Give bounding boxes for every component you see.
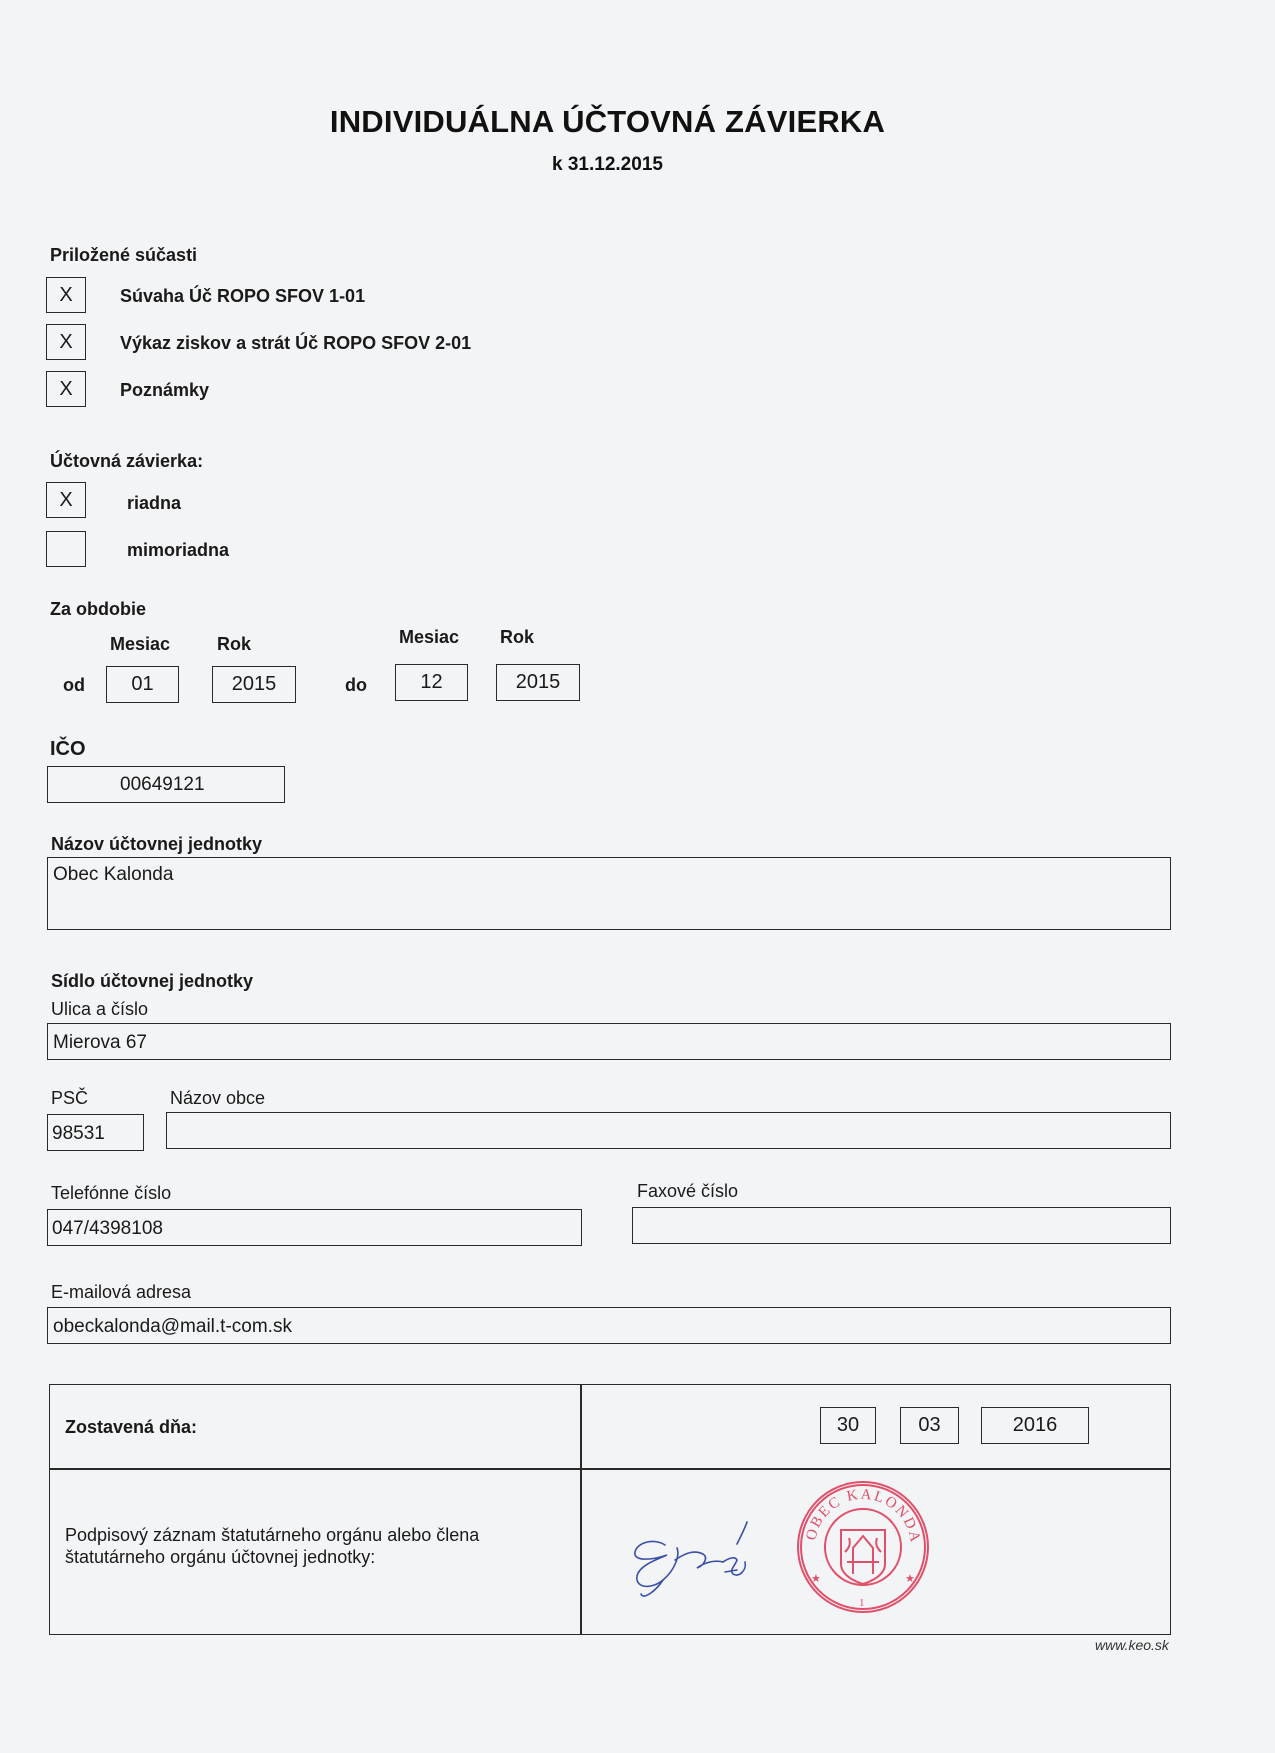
signature-label-line2: štatutárneho orgánu účtovnej jednotky:	[65, 1547, 376, 1567]
street-label: Ulica a číslo	[51, 999, 149, 1019]
svg-text:OBEC KALONDA: OBEC KALONDA	[803, 1486, 924, 1546]
compiled-day-field[interactable]: 30	[820, 1407, 876, 1444]
compiled-year-field[interactable]: 2016	[981, 1407, 1089, 1444]
signature-label-line1: Podpisový záznam štatutárneho orgánu alebo člena	[65, 1525, 480, 1545]
period-to-year-label: Rok	[500, 627, 535, 647]
phone-value: 047/4398108	[52, 1218, 163, 1239]
closing-label-regular: riadna	[127, 493, 182, 513]
svg-text:★: ★	[811, 1573, 821, 1585]
period-from-label: od	[63, 675, 85, 695]
period-from-month-label: Mesiac	[110, 634, 171, 654]
seat-heading: Sídlo účtovnej jednotky	[51, 971, 254, 991]
attachment-label-income: Výkaz ziskov a strát Úč ROPO SFOV 2-01	[120, 333, 472, 353]
attachment-checkbox-balance[interactable]: X	[46, 277, 86, 313]
footer-brand[interactable]: www.keo.sk	[1095, 1637, 1169, 1653]
period-to-month-label: Mesiac	[399, 627, 460, 647]
closing-label-extraordinary: mimoriadna	[127, 540, 230, 560]
fax-field[interactable]	[632, 1207, 1171, 1244]
attachment-checkbox-income[interactable]: X	[46, 324, 86, 360]
document-title: INDIVIDUÁLNA ÚČTOVNÁ ZÁVIERKA	[329, 104, 886, 139]
closing-checkbox-regular[interactable]: X	[46, 482, 86, 518]
entity-name-field[interactable]	[47, 857, 1171, 930]
entity-name-value: Obec Kalonda	[53, 864, 174, 885]
compiled-month-field[interactable]: 03	[900, 1407, 959, 1444]
entity-name-label: Názov účtovnej jednotky	[51, 834, 263, 854]
email-value: obeckalonda@mail.t-com.sk	[53, 1316, 292, 1337]
ico-value: 00649121	[120, 774, 205, 795]
period-from-year-label: Rok	[217, 634, 252, 654]
attachment-label-notes: Poznámky	[120, 380, 210, 400]
signature-table-divider	[49, 1468, 1171, 1470]
attachment-checkbox-notes[interactable]: X	[46, 371, 86, 407]
closing-checkbox-extraordinary[interactable]	[46, 531, 86, 567]
svg-text:★: ★	[905, 1573, 915, 1585]
psc-field[interactable]	[47, 1114, 144, 1151]
fax-label: Faxové číslo	[637, 1181, 739, 1201]
document-date: k 31.12.2015	[552, 154, 663, 175]
closing-type-heading: Účtovná závierka:	[50, 451, 204, 471]
period-to-month-field[interactable]: 12	[395, 664, 468, 701]
period-to-year-field[interactable]: 2015	[496, 664, 580, 701]
attachment-label-balance: Súvaha Úč ROPO SFOV 1-01	[120, 286, 366, 306]
period-to-label: do	[345, 675, 367, 695]
street-field[interactable]	[47, 1023, 1171, 1060]
svg-text:1: 1	[859, 1597, 865, 1609]
psc-label: PSČ	[51, 1088, 89, 1108]
phone-label: Telefónne číslo	[51, 1183, 172, 1203]
psc-value: 98531	[52, 1123, 105, 1144]
period-heading: Za obdobie	[50, 599, 146, 619]
period-from-year-field[interactable]: 2015	[212, 666, 296, 703]
signature-label	[65, 1524, 479, 1568]
official-stamp-icon	[795, 1478, 931, 1616]
ico-label: IČO	[50, 738, 86, 760]
phone-field[interactable]	[47, 1209, 582, 1246]
municipality-field[interactable]	[166, 1112, 1171, 1149]
period-from-month-field[interactable]: 01	[106, 666, 179, 703]
municipality-label: Názov obce	[170, 1088, 266, 1108]
email-label: E-mailová adresa	[51, 1282, 192, 1302]
street-value: Mierova 67	[53, 1032, 147, 1053]
email-field[interactable]	[47, 1307, 1171, 1344]
compiled-label: Zostavená dňa:	[65, 1417, 198, 1437]
attachments-heading: Priložené súčasti	[50, 245, 198, 265]
signature-icon	[625, 1500, 775, 1610]
ico-field[interactable]	[47, 766, 285, 803]
signature-table-column-divider	[580, 1384, 582, 1635]
